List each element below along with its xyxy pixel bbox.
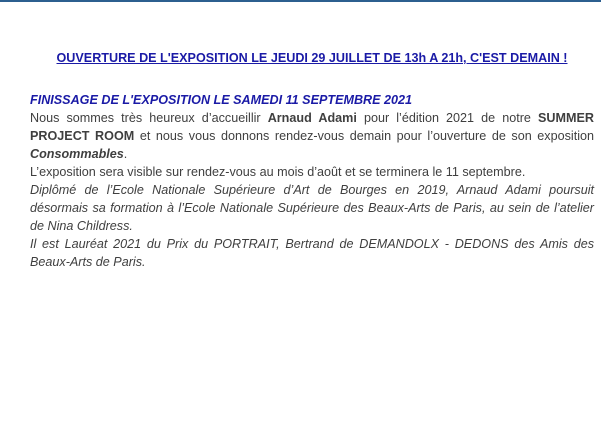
- intro-text-4: .: [123, 147, 128, 161]
- opening-announcement-link[interactable]: OUVERTURE DE L'EXPOSITION LE JEUDI 29 JUILLET DE 13h A 21h, C'EST DEMAIN !: [56, 51, 568, 65]
- bio-paragraph: Diplômé de l’Ecole Nationale Supérieure d’Art de Bourges en 2019, Arnaud Adami poursuit désormais sa formation à l’Ecole Nationale Supérieure des Beaux-Arts de Paris, au sein de l’atelier de Nina Childress.: [30, 183, 594, 233]
- program-name: SUMMER PROJECT ROOM: [30, 111, 594, 143]
- finissage-heading: FINISSAGE DE L'EXPOSITION LE SAMEDI 11 SEPTEMBRE 2021: [30, 93, 413, 107]
- visit-info-paragraph: L’exposition sera visible sur rendez-vous au mois d’août et se terminera le 11 septembre.: [30, 165, 526, 179]
- intro-paragraph: [30, 109, 594, 163]
- award-paragraph: Il est Lauréat 2021 du Prix du PORTRAIT, Bertrand de DEMANDOLX - DEDONS des Amis des Beaux-Arts de Paris.: [30, 237, 594, 269]
- intro-text-3: et nous vous donnons rendez-vous demain pour l’ouverture de son exposition: [134, 129, 594, 143]
- exhibition-title: Consommables: [30, 147, 124, 161]
- email-body: [30, 49, 594, 271]
- intro-text-1: Nous sommes très heureux d’accueillir: [30, 111, 268, 125]
- artist-name: Arnaud Adami: [267, 111, 357, 125]
- top-divider: [0, 0, 601, 2]
- intro-text-2: pour l’édition 2021 de notre: [356, 111, 539, 125]
